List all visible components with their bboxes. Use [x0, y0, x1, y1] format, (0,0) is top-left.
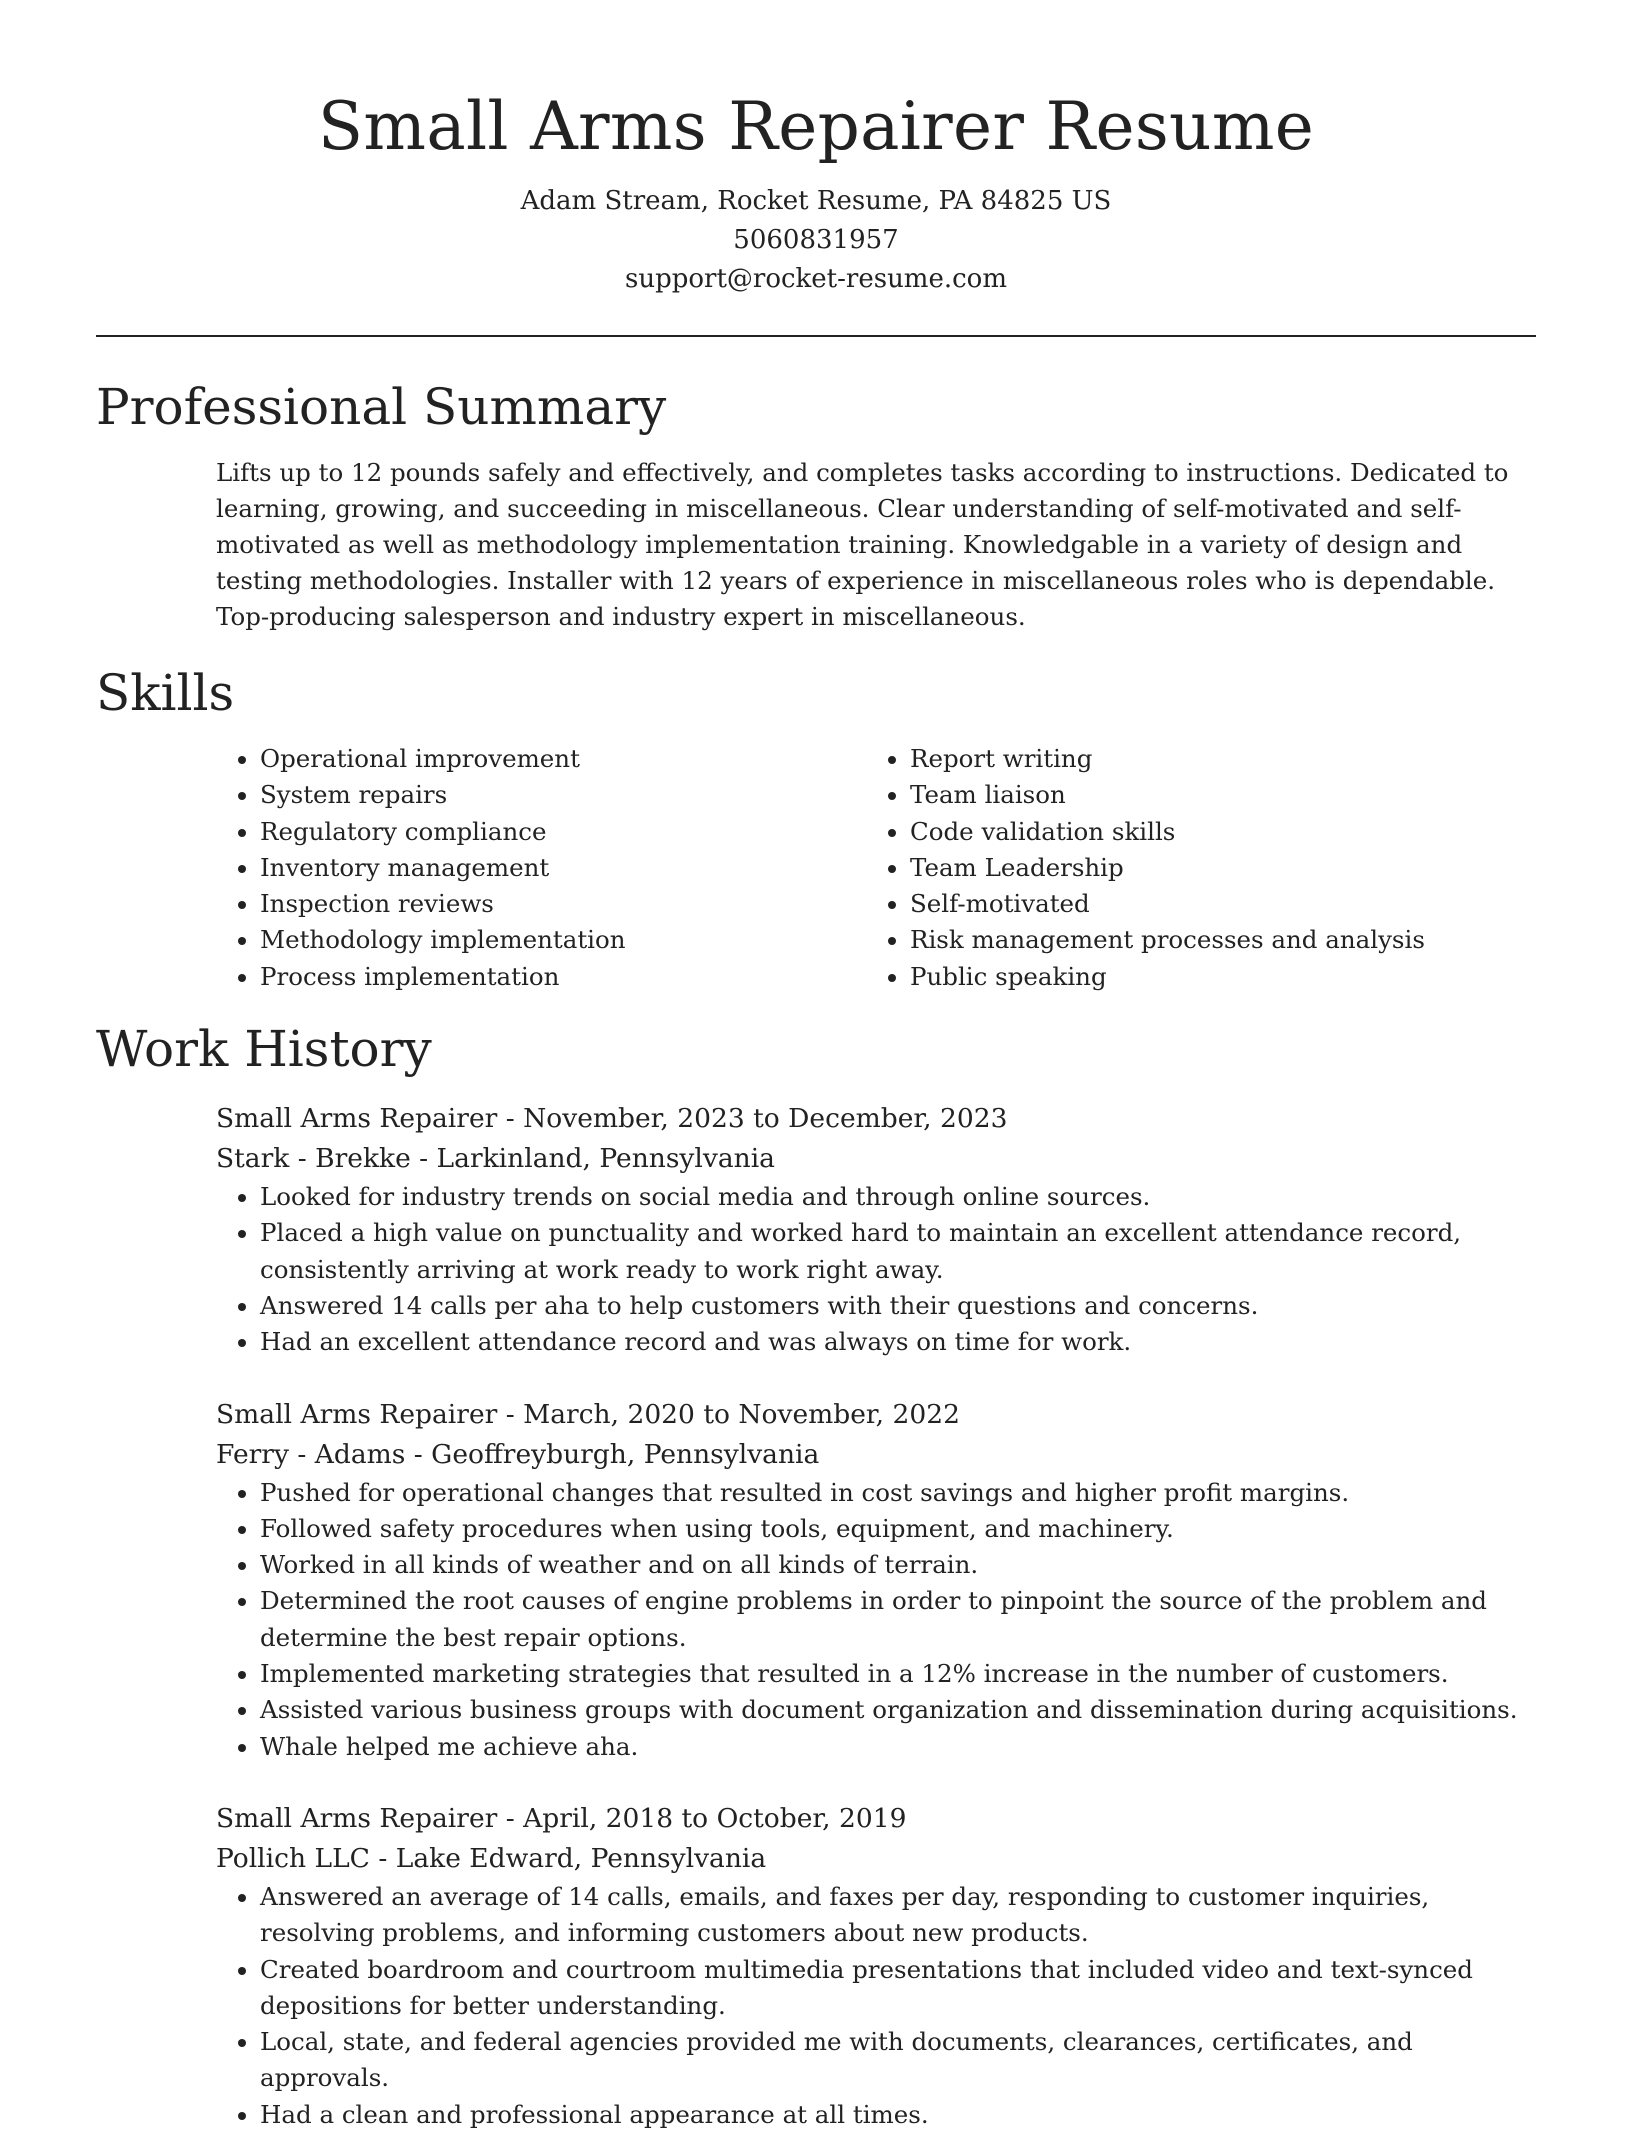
summary-heading: Professional Summary	[96, 378, 667, 436]
job-entry	[216, 1799, 1536, 2133]
skill-item: • System repairs	[260, 777, 866, 813]
skill-item: • Team liaison	[910, 777, 1516, 813]
job-duty-item: • Had a clean and professional appearance at all times.	[260, 2097, 1536, 2133]
job-employer-line: Stark - Brekke - Larkinland, Pennsylvania	[216, 1143, 775, 1175]
contact-block	[96, 182, 1536, 299]
job-duties-list	[216, 1879, 1536, 2133]
skills-column-right	[866, 741, 1516, 995]
header-divider	[96, 335, 1536, 337]
job-employer-line: Ferry - Adams - Geoffreyburgh, Pennsylvania	[216, 1438, 820, 1470]
job-employer-line: Pollich LLC - Lake Edward, Pennsylvania	[216, 1842, 767, 1874]
skills-column-left	[216, 741, 866, 995]
skill-item: • Risk management processes and analysis	[910, 922, 1516, 958]
skill-item: • Inspection reviews	[260, 886, 866, 922]
resume-header	[96, 0, 1536, 299]
skill-item: • Inventory management	[260, 850, 866, 886]
job-title-line: Small Arms Repairer - March, 2020 to November, 2022	[216, 1398, 960, 1430]
work-history-heading: Work History	[96, 1020, 432, 1079]
job-duty-item: • Worked in all kinds of weather and on all kinds of terrain.	[260, 1547, 1536, 1583]
job-duty-item: • Whale helped me achieve aha.	[260, 1729, 1536, 1765]
job-duties-list	[216, 1179, 1536, 1360]
skill-item: • Team Leadership	[910, 850, 1516, 886]
skill-item: • Public speaking	[910, 959, 1516, 995]
skill-item: • Operational improvement	[260, 741, 866, 777]
work-history-section	[216, 1099, 1536, 2133]
skills-heading: Skills	[96, 664, 235, 722]
contact-address: Adam Stream, Rocket Resume, PA 84825 US	[520, 186, 1112, 216]
summary-section	[216, 455, 1536, 635]
job-title-line: Small Arms Repairer - November, 2023 to December, 2023	[216, 1103, 1008, 1135]
skill-item: • Methodology implementation	[260, 922, 866, 958]
contact-email: support@rocket-resume.com	[624, 264, 1007, 294]
job-duty-item: • Determined the root causes of engine problems in order to pinpoint the source of the problem and determine the best repair options.	[260, 1583, 1536, 1656]
skill-item: • Report writing	[910, 741, 1516, 777]
job-duty-item: • Answered 14 calls per aha to help customers with their questions and concerns.	[260, 1288, 1536, 1324]
job-duty-item: • Local, state, and federal agencies provided me with documents, clearances, certificates, and approvals.	[260, 2024, 1536, 2097]
skills-list-right	[866, 741, 1516, 995]
skill-item: • Self-motivated	[910, 886, 1516, 922]
skill-item: • Code validation skills	[910, 814, 1516, 850]
skills-list-left	[216, 741, 866, 995]
job-duty-item: • Looked for industry trends on social media and through online sources.	[260, 1179, 1536, 1215]
job-duty-item: • Implemented marketing strategies that resulted in a 12% increase in the number of customers.	[260, 1656, 1536, 1692]
job-duty-item: • Had an excellent attendance record and was always on time for work.	[260, 1324, 1536, 1360]
skills-section	[216, 741, 1536, 995]
job-entry	[216, 1395, 1536, 1765]
summary-text: Lifts up to 12 pounds safely and effectively, and completes tasks according to instructions. Dedicated to learning, growing, and succeeding in miscellaneous. Clear understanding of self-motivated and self-motivated as well as methodology implementation training. Knowledgable in a variety of design and testing methodologies. Installer with 12 years of experience in miscellaneous roles who is dependable. Top-producing salesperson and industry expert in miscellaneous.	[216, 458, 1509, 631]
job-duty-item: • Created boardroom and courtroom multimedia presentations that included video and text-synced depositions for better understanding.	[260, 1952, 1536, 2025]
skill-item: • Process implementation	[260, 959, 866, 995]
job-duty-item: • Answered an average of 14 calls, emails, and faxes per day, responding to customer inquiries, resolving problems, and informing customers about new products.	[260, 1879, 1536, 1952]
resume-title: Small Arms Repairer Resume	[317, 88, 1315, 165]
resume-page	[96, 0, 1536, 2133]
contact-phone: 5060831957	[733, 225, 899, 255]
job-duty-item: • Assisted various business groups with document organization and dissemination during acquisitions.	[260, 1692, 1536, 1728]
job-duty-item: • Followed safety procedures when using tools, equipment, and machinery.	[260, 1511, 1536, 1547]
job-entry	[216, 1099, 1536, 1360]
job-duty-item: • Placed a high value on punctuality and worked hard to maintain an excellent attendance record, consistently arriving at work ready to work right away.	[260, 1215, 1536, 1288]
job-duties-list	[216, 1475, 1536, 1765]
job-duty-item: • Pushed for operational changes that resulted in cost savings and higher profit margins.	[260, 1475, 1536, 1511]
skill-item: • Regulatory compliance	[260, 814, 866, 850]
job-title-line: Small Arms Repairer - April, 2018 to October, 2019	[216, 1802, 907, 1834]
